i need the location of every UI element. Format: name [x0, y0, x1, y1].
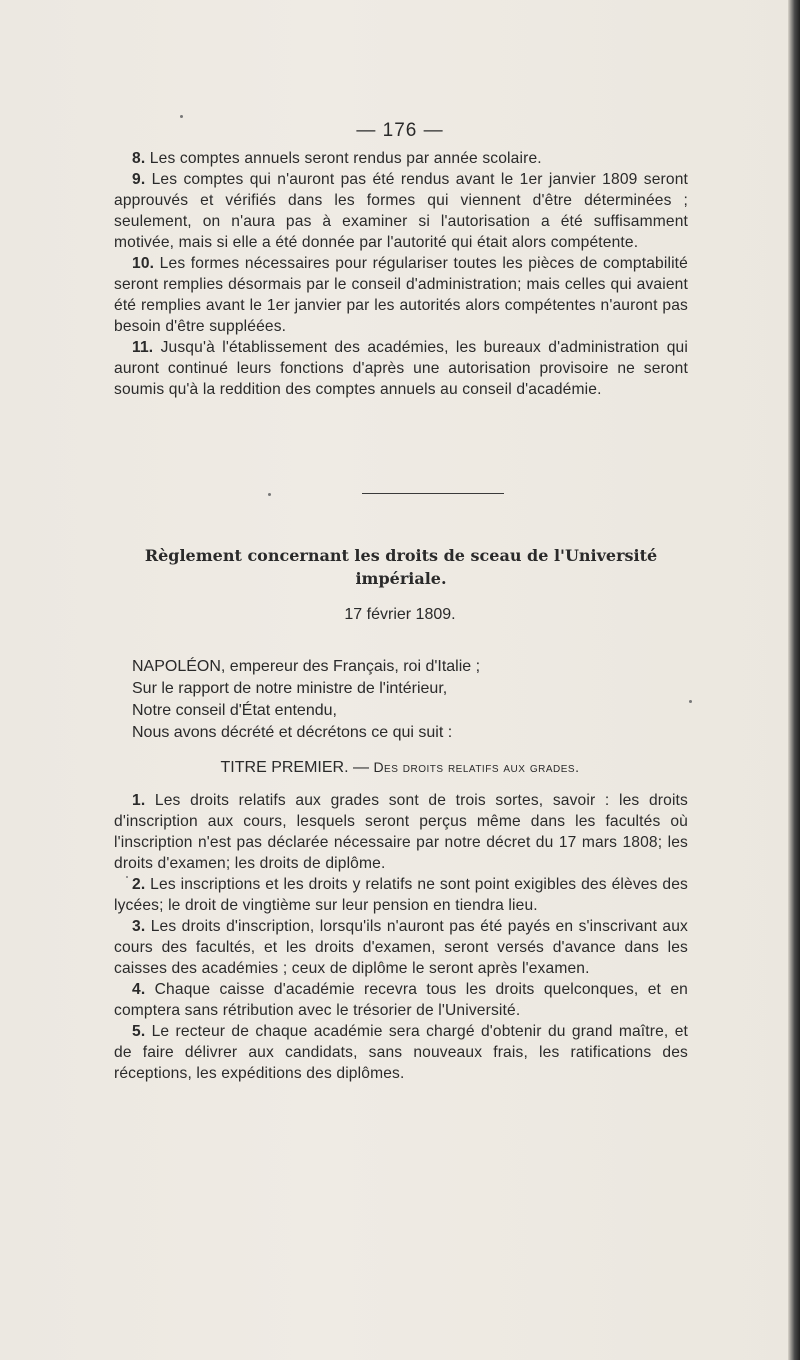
decree-line: Nous avons décrété et décrétons ce qui suit :: [132, 724, 453, 741]
decree-line: Sur le rapport de notre ministre de l'intérieur,: [132, 680, 448, 697]
titre-heading: [0, 759, 800, 777]
article-text: Les formes nécessaires pour régulariser toutes les pièces de comptabilité seront remplies désormais par le conseil d'administration; mais celles qui avaient été remplies avant le 1er janvier par les autorités alors compétentes n'auront pas besoin d'être suppléées.: [114, 255, 688, 335]
articles-top: [114, 148, 688, 400]
decree-line: Notre conseil d'État entendu,: [132, 702, 337, 719]
article-text: Les droits relatifs aux grades sont de trois sortes, savoir : les droits d'inscription aux cours, lesquels seront perçus même dans les facultés où l'inscription n'est pas déclarée nécessaire par notre décret du 17 mars 1808; les droits d'examen; les droits de diplôme.: [114, 792, 688, 872]
article-number: 1.: [132, 792, 146, 809]
article-text: Le recteur de chaque académie sera chargé d'obtenir du grand maître, et de faire délivrer aux candidats, sans nouveaux frais, les ratifications des réceptions, les expéditions des diplômes.: [114, 1023, 688, 1082]
article-number: 10.: [132, 255, 155, 272]
article-5: [114, 1021, 688, 1084]
article-number: 9.: [132, 171, 146, 188]
section-date: 17 février 1809.: [344, 606, 456, 623]
article-text: Jusqu'à l'établissement des académies, les bureaux d'administration qui auront continué leurs fonctions d'après une autorisation provisoire ne seront soumis qu'à la reddition des comptes annuels au conseil d'académie.: [114, 339, 688, 398]
titre-subtitle: Des droits relatifs aux grades.: [373, 759, 580, 775]
page-number: — 176 —: [356, 120, 444, 141]
article-text: Les droits d'inscription, lorsqu'ils n'auront pas été payés en s'inscrivant aux cours des facultés, et les droits d'examen, seront versés d'avance dans les caisses des académies ; ceux de diplôme le seront après l'examen.: [114, 918, 688, 977]
paper-speck: [180, 115, 183, 118]
article-number: 2.: [132, 876, 146, 893]
page-edge-shadow: [788, 0, 800, 1360]
article-number: 3.: [132, 918, 146, 935]
article-2: [114, 874, 688, 916]
article-number: 5.: [132, 1023, 146, 1040]
article-text: Chaque caisse d'académie recevra tous les droits quelconques, et en comptera sans rétribution avec le trésorier de l'Université.: [114, 981, 688, 1019]
articles-bottom: [114, 790, 688, 1084]
article-1: [114, 790, 688, 874]
article-4: [114, 979, 688, 1021]
paper-speck: [126, 876, 128, 878]
article-10: [114, 253, 688, 337]
article-3: [114, 916, 688, 979]
article-8: [114, 148, 688, 169]
article-number: 4.: [132, 981, 146, 998]
section-title: Règlement concernant les droits de sceau de l'Université impériale.: [144, 546, 658, 588]
article-11: [114, 337, 688, 400]
paper-speck: [268, 493, 271, 496]
article-text: Les comptes annuels seront rendus par année scolaire.: [145, 150, 542, 167]
decree-line: NAPOLÉON, empereur des Français, roi d'Italie ;: [132, 658, 481, 675]
article-number: 11.: [132, 339, 154, 356]
section-divider: [362, 493, 504, 494]
article-text: Les comptes qui n'auront pas été rendus avant le 1er janvier 1809 seront approuvés et vérifiés dans les formes qui viennent d'être déterminées ; seulement, on n'aura pas à examiner si l'autorisation a été suffisamment motivée, mais si elle a été donnée par l'autorité qui était alors compétente.: [114, 171, 688, 251]
titre-label: TITRE PREMIER. —: [220, 759, 374, 776]
article-9: [114, 169, 688, 253]
article-number: 8.: [132, 150, 146, 167]
decree-preamble: [132, 656, 480, 744]
paper-speck: [689, 700, 692, 703]
article-text: Les inscriptions et les droits y relatifs ne sont point exigibles des élèves des lycées; le droit de vingtième sur leur pension en tiendra lieu.: [114, 876, 688, 914]
